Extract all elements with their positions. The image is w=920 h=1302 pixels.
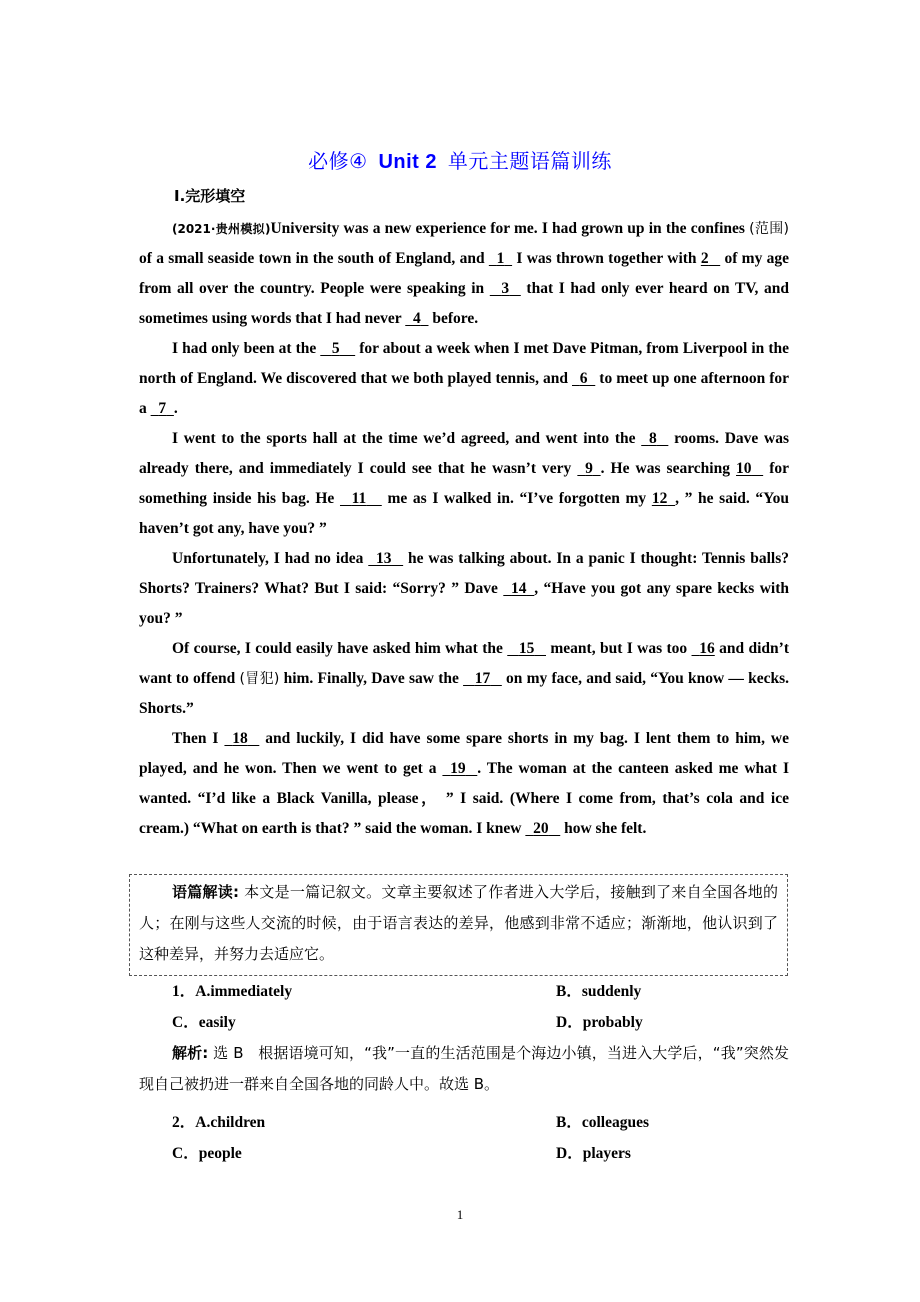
blank-8: 8 — [648, 430, 657, 447]
text-segment: of a small seaside town in the south of England, and — [139, 250, 489, 267]
text-segment: (冒犯) — [239, 671, 280, 687]
option-row — [172, 1138, 792, 1169]
text-segment: Of course, I could easily have asked him what the — [172, 640, 508, 657]
blank-6: 6 — [579, 370, 588, 387]
text-segment: I went to the sports hall at the time we’d agreed, and went into the — [172, 430, 642, 447]
passage-paragraph-3 — [139, 424, 789, 544]
option-1d: D．probably — [556, 1014, 643, 1031]
text-segment: and didn’t want to offend — [139, 640, 789, 687]
text-segment: I had only been at the — [172, 340, 321, 357]
text-segment: . He was searching — [600, 460, 737, 477]
text-segment: rooms. Dave was already there, and immediately I could see that he wasn’t very — [139, 430, 790, 477]
blank-1: 1 — [496, 250, 505, 267]
text-segment: , ” he said. “You haven’t got any, have you? ” — [139, 490, 790, 537]
blank-14: 14 — [511, 580, 527, 597]
blank-15: 15 — [518, 640, 535, 657]
blank-18: 18 — [232, 730, 248, 747]
option-1a: 1．A.immediately — [172, 983, 293, 1000]
passage-analysis-box — [129, 874, 788, 976]
text-segment: how she felt. — [564, 820, 647, 837]
blank-19: 19 — [450, 760, 466, 777]
passage-paragraph-5 — [139, 634, 789, 724]
option-row — [172, 1007, 792, 1038]
page-title — [0, 145, 920, 174]
analysis-text: 本文是一篇记叙文。文章主要叙述了作者进入大学后，接触到了来自全国各地的人；在刚与这些人交流的时候，由于语言表达的差异，他感到非常不适应；渐渐地，他认识到了这种差异，并努力去适应它。 — [139, 883, 778, 963]
option-2a: 2．A.children — [172, 1114, 266, 1131]
blank-13: 13 — [376, 550, 392, 567]
option-2d: D．players — [556, 1145, 631, 1162]
text-segment: to meet up one afternoon for a — [139, 370, 790, 417]
blank-16: 16 — [699, 640, 715, 657]
text-segment: he was talking about. In a panic I thought: Tennis balls? Shorts? Trainers? What? But I said: “Sorry? ” Dave — [139, 550, 789, 597]
explanation-label: 解析: — [172, 1044, 209, 1062]
title-prefix: 必修④ — [308, 149, 368, 173]
text-segment: (范围) — [749, 221, 789, 237]
text-segment: him. Finally, Dave saw the — [279, 670, 464, 687]
text-segment: and luckily, I did have some spare shorts in my bag. I lent them to him, we played, and he won. Then we went to get a — [139, 730, 790, 777]
text-segment: . — [173, 400, 178, 417]
blank-10: 10 — [736, 460, 752, 477]
title-unit: Unit 2 — [378, 151, 437, 173]
blank-17: 17 — [474, 670, 491, 687]
question-1-options — [172, 976, 792, 1038]
text-segment: before. — [428, 310, 479, 327]
cloze-passage — [139, 214, 789, 844]
question-2-options — [172, 1107, 792, 1169]
passage-paragraph-2 — [139, 334, 789, 424]
blank-11: 11 — [351, 490, 367, 507]
text-segment: for about a week when I met Dave Pitman, from Liverpool in the north of England. We discovered that we both played tennis, and — [139, 340, 790, 387]
text-segment: meant, but I was too — [550, 640, 692, 657]
text-segment: . The woman at the canteen asked me what I wanted. “I’d like a Black Vanilla, please， ” I said. (Where I come from, that’s cola and ice cream.) “What on earth is that? ” said the woman. I knew — [139, 760, 789, 837]
text-segment: Unfortunately, I had no idea — [172, 550, 369, 567]
blank-5: 5 — [331, 340, 340, 357]
option-1b: B．suddenly — [556, 983, 642, 1000]
passage-paragraph-4 — [139, 544, 789, 634]
explanation-text: 根据语境可知，“我”一直的生活范围是个海边小镇，当进入大学后，“我”突然发现自己被扔进一群来自全国各地的同龄人中。故选 B。 — [139, 1044, 789, 1093]
title-suffix: 单元主题语篇训练 — [447, 149, 612, 173]
option-2c: C．people — [172, 1145, 242, 1162]
explanation-answer: 选 B — [213, 1044, 244, 1062]
section-heading: Ⅰ.完形填空 — [174, 187, 246, 205]
blank-12: 12 — [651, 490, 668, 507]
passage-source: (2021·贵州模拟) — [172, 222, 271, 236]
option-row — [172, 976, 792, 1007]
passage-paragraph-6 — [139, 724, 789, 844]
question-1-explanation — [139, 1038, 789, 1100]
text-segment: I was thrown together with — [516, 250, 701, 267]
text-segment: on my face, and said, “You know — kecks. Shorts.” — [139, 670, 790, 717]
analysis-label: 语篇解读: — [172, 883, 240, 901]
blank-3: 3 — [501, 280, 510, 297]
text-segment: that I had only ever heard on TV, and sometimes using words that I had never — [139, 280, 789, 327]
text-segment: , “Have you got any spare kecks with you? ” — [139, 580, 789, 627]
text-segment: Then I — [172, 730, 225, 747]
option-2b: B．colleagues — [556, 1114, 649, 1131]
text-segment: of my age from all over the country. People were speaking in — [139, 250, 789, 297]
option-1c: C．easily — [172, 1014, 236, 1031]
blank-4: 4 — [413, 310, 421, 327]
page-number: 1 — [456, 1207, 464, 1222]
passage-paragraph-1 — [139, 214, 789, 334]
text-segment: for something inside his bag. He — [139, 460, 790, 507]
text-segment: me as I walked in. “I’ve forgotten my — [387, 490, 652, 507]
option-row — [172, 1107, 792, 1138]
text-segment: University was a new experience for me. I had grown up in the confines — [270, 220, 750, 237]
blank-9: 9 — [585, 460, 593, 477]
blank-7: 7 — [158, 400, 167, 417]
blank-2: 2 — [700, 250, 709, 267]
blank-20: 20 — [533, 820, 549, 837]
